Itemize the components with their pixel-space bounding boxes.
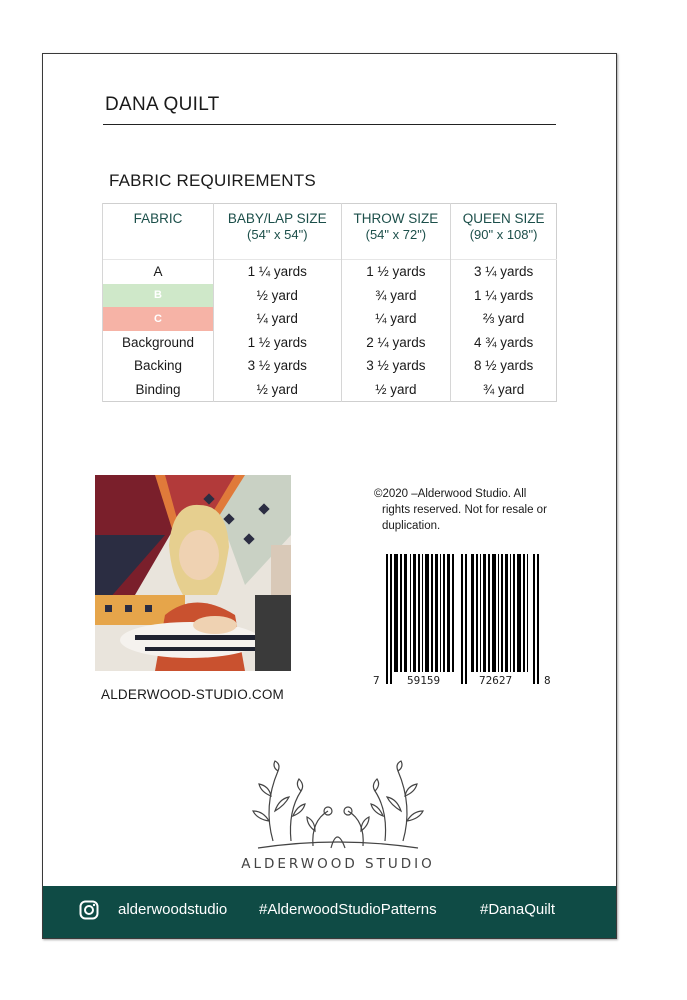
barcode-digits: 72627 <box>479 674 513 687</box>
barcode <box>373 554 553 689</box>
column-header: BABY/LAP SIZE (54" x 54") <box>214 204 342 260</box>
section-title: FABRIC REQUIREMENTS <box>109 171 316 190</box>
fabric-cell: B <box>103 284 214 308</box>
column-header: QUEEN SIZE (90" x 108") <box>451 204 557 260</box>
barcode-digit: 8 <box>544 674 551 687</box>
column-header: FABRIC <box>103 204 214 260</box>
table-cell: ½ yard <box>341 378 451 402</box>
social-footer <box>43 886 616 938</box>
table-cell: 8 ½ yards <box>451 354 557 378</box>
copyright-notice <box>374 486 569 534</box>
barcode-digit: 7 <box>373 674 380 687</box>
title-divider <box>103 124 556 125</box>
table-cell: ¾ yard <box>341 284 451 308</box>
instagram-icon[interactable] <box>79 900 99 920</box>
table-cell: 2 ¼ yards <box>341 331 451 355</box>
table-cell: ⅔ yard <box>451 307 557 331</box>
table-cell: 3 ½ yards <box>341 354 451 378</box>
table-row <box>103 354 557 378</box>
table-cell: 1 ¼ yards <box>214 260 342 284</box>
copyright-line: duplication. <box>382 520 441 532</box>
pattern-back-cover <box>42 53 617 939</box>
fabric-cell: Backing <box>103 354 214 378</box>
table-row <box>103 378 557 402</box>
table-cell: ½ yard <box>214 378 342 402</box>
table-cell: ¼ yard <box>341 307 451 331</box>
table-cell: ¾ yard <box>451 378 557 402</box>
table-cell: 1 ½ yards <box>214 331 342 355</box>
fabric-cell: A <box>103 260 214 284</box>
website-link[interactable]: ALDERWOOD-STUDIO.COM <box>101 687 285 702</box>
table-row <box>103 331 557 355</box>
table-cell: ¼ yard <box>214 307 342 331</box>
copyright-line: ©2020 –Alderwood Studio. All <box>374 488 527 500</box>
table-cell: 4 ¾ yards <box>451 331 557 355</box>
fabric-cell: Background <box>103 331 214 355</box>
fabric-cell: Binding <box>103 378 214 402</box>
table-cell: 1 ½ yards <box>341 260 451 284</box>
column-header: THROW SIZE (54" x 72") <box>341 204 451 260</box>
table-cell: 1 ¼ yards <box>451 284 557 308</box>
table-row <box>103 307 557 331</box>
table-row <box>103 284 557 308</box>
logo-text: ALDERWOOD STUDIO <box>241 856 435 872</box>
page-title: DANA QUILT <box>105 94 220 115</box>
studio-logo <box>233 756 443 876</box>
table-header-row <box>103 204 557 260</box>
copyright-line: rights reserved. Not for resale or <box>382 504 547 516</box>
hashtag-patterns[interactable]: #AlderwoodStudioPatterns <box>259 901 437 918</box>
table-cell: 3 ¼ yards <box>451 260 557 284</box>
fabric-requirements-table <box>102 203 557 402</box>
table-cell: 3 ½ yards <box>214 354 342 378</box>
table-cell: ½ yard <box>214 284 342 308</box>
designer-photo <box>95 475 291 671</box>
fabric-cell: C <box>103 307 214 331</box>
barcode-digits: 59159 <box>407 674 441 687</box>
hashtag-quilt[interactable]: #DanaQuilt <box>480 901 556 918</box>
table-row <box>103 260 557 284</box>
instagram-handle[interactable]: alderwoodstudio <box>118 901 228 918</box>
